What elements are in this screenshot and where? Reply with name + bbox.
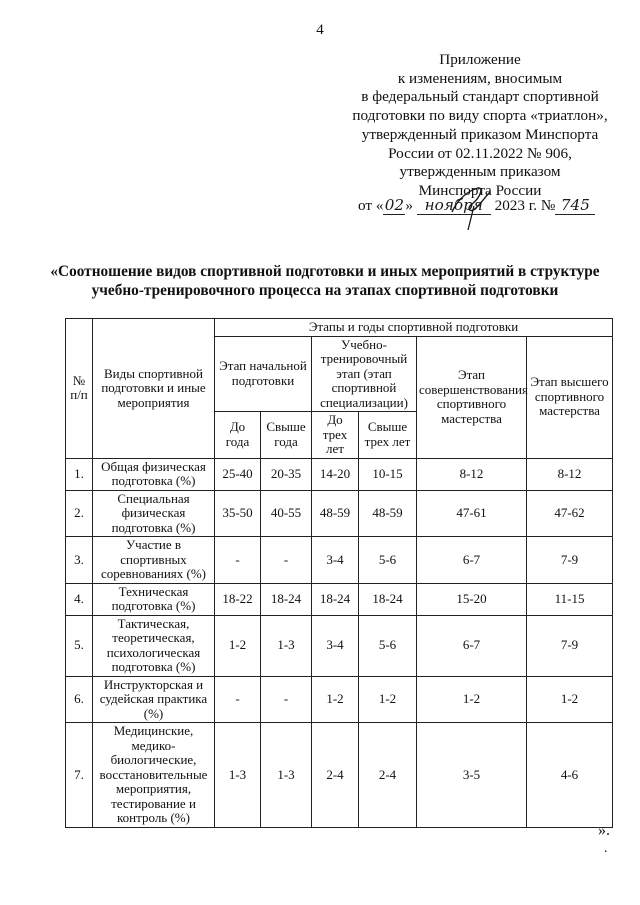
cell-value: 5-6 (359, 537, 417, 584)
cell-value: 15-20 (417, 583, 527, 615)
cell-value: 48-59 (312, 490, 359, 537)
table-row (66, 676, 613, 723)
cell-value: 8-12 (527, 458, 613, 490)
appendix-line: утвержденный приказом Минспорта (361, 125, 599, 143)
document-title: «Соотношение видов спортивной подготовки и иных мероприятий в структуре учебно-тренировочного процесса на этапах спортивной подготовки (50, 263, 600, 299)
order-line (358, 196, 608, 215)
row-name: Общая физическая подготовка (%) (93, 458, 215, 490)
row-name: Специальная физическая подготовка (%) (93, 490, 215, 537)
cell-value: 14-20 (312, 458, 359, 490)
cell-value: 25-40 (215, 458, 261, 490)
order-prefix: от « (358, 197, 384, 214)
appendix-line: России от 02.11.2022 № 906, (388, 144, 572, 162)
cell-value: 2-4 (359, 723, 417, 828)
cell-value: 10-15 (359, 458, 417, 490)
cell-value: 11-15 (527, 583, 613, 615)
cell-value: 1-3 (215, 723, 261, 828)
header-stage-initial: Этап начальной подготовки (215, 336, 312, 412)
row-num: 2. (66, 490, 93, 537)
cell-value: 1-2 (359, 676, 417, 723)
row-name: Медицинские, медико-биологические, восстановительные мероприятия, тестирование и контроль (%) (93, 723, 215, 828)
cell-value: 6-7 (417, 537, 527, 584)
header-stage-training: Учебно-тренировочный этап (этап спортивной специализации) (312, 336, 417, 412)
header-types: Виды спортивной подготовки и иные мероприятия (93, 319, 215, 459)
order-month: ноября (417, 196, 491, 215)
cell-value: - (215, 537, 261, 584)
cell-value: 1-2 (527, 676, 613, 723)
cell-value: 5-6 (359, 615, 417, 676)
appendix-line: утвержденным приказом (399, 163, 561, 181)
cell-value: 18-24 (359, 583, 417, 615)
cell-value: 7-9 (527, 537, 613, 584)
header-stage-higher: Этап высшего спортивного мастерства (527, 336, 613, 458)
order-number: 745 (555, 196, 595, 215)
cell-value: 48-59 (359, 490, 417, 537)
row-name: Инструкторская и судейская практика (%) (93, 676, 215, 723)
appendix-line: к изменениям, вносимым (397, 69, 563, 87)
table-row (66, 537, 613, 584)
cell-value: 1-3 (261, 615, 312, 676)
cell-value: 3-4 (312, 537, 359, 584)
cell-value: - (261, 676, 312, 723)
order-year: 2023 г. № (494, 197, 556, 214)
cell-value: 20-35 (261, 458, 312, 490)
header-num: № п/п (66, 319, 93, 459)
table-row (66, 723, 613, 828)
cell-value: 47-61 (417, 490, 527, 537)
row-num: 3. (66, 537, 93, 584)
appendix-line: Приложение (439, 51, 521, 68)
cell-value: 8-12 (417, 458, 527, 490)
cell-value: 3-5 (417, 723, 527, 828)
cell-value: 18-24 (312, 583, 359, 615)
cell-value: 18-24 (261, 583, 312, 615)
cell-value: 1-2 (417, 676, 527, 723)
cell-value: 1-2 (215, 615, 261, 676)
row-num: 4. (66, 583, 93, 615)
order-mid: » (405, 197, 414, 214)
table-row (66, 583, 613, 615)
cell-value: 7-9 (527, 615, 613, 676)
cell-value: 2-4 (312, 723, 359, 828)
header-sub-over-three: Свыше трех лет (359, 412, 417, 459)
row-num: 7. (66, 723, 93, 828)
appendix-line: в федеральный стандарт спортивной (361, 88, 599, 106)
table-row (66, 458, 613, 490)
cell-value: 1-3 (261, 723, 312, 828)
row-name: Участие в спортивных соревнованиях (%) (93, 537, 215, 584)
appendix-line: подготовки по виду спорта «триатлон», (352, 107, 608, 125)
row-num: 6. (66, 676, 93, 723)
table-row (66, 490, 613, 537)
trailing-mark: . (604, 841, 608, 856)
row-num: 5. (66, 615, 93, 676)
cell-value: 4-6 (527, 723, 613, 828)
row-name: Техническая подготовка (%) (93, 583, 215, 615)
header-sub-up-to-year: До года (215, 412, 261, 459)
cell-value: - (261, 537, 312, 584)
cell-value: 47-62 (527, 490, 613, 537)
page-number: 4 (316, 22, 324, 38)
cell-value: 40-55 (261, 490, 312, 537)
table-row (66, 615, 613, 676)
row-name: Тактическая, теоретическая, психологическая подготовка (%) (93, 615, 215, 676)
cell-value: 6-7 (417, 615, 527, 676)
header-sub-up-to-three: До трех лет (312, 412, 359, 459)
appendix-line: Минспорта России (418, 181, 542, 199)
training-ratio-table (65, 318, 613, 828)
cell-value: 3-4 (312, 615, 359, 676)
cell-value: - (215, 676, 261, 723)
header-sub-over-year: Свыше года (261, 412, 312, 459)
cell-value: 18-22 (215, 583, 261, 615)
cell-value: 1-2 (312, 676, 359, 723)
header-stage-improvement: Этап совершенствования спортивного мастерства (417, 336, 527, 458)
row-num: 1. (66, 458, 93, 490)
cell-value: 35-50 (215, 490, 261, 537)
order-day: 02 (384, 196, 405, 214)
closing-quote: ». (598, 822, 610, 839)
header-stages-group: Этапы и годы спортивной подготовки (215, 319, 613, 337)
